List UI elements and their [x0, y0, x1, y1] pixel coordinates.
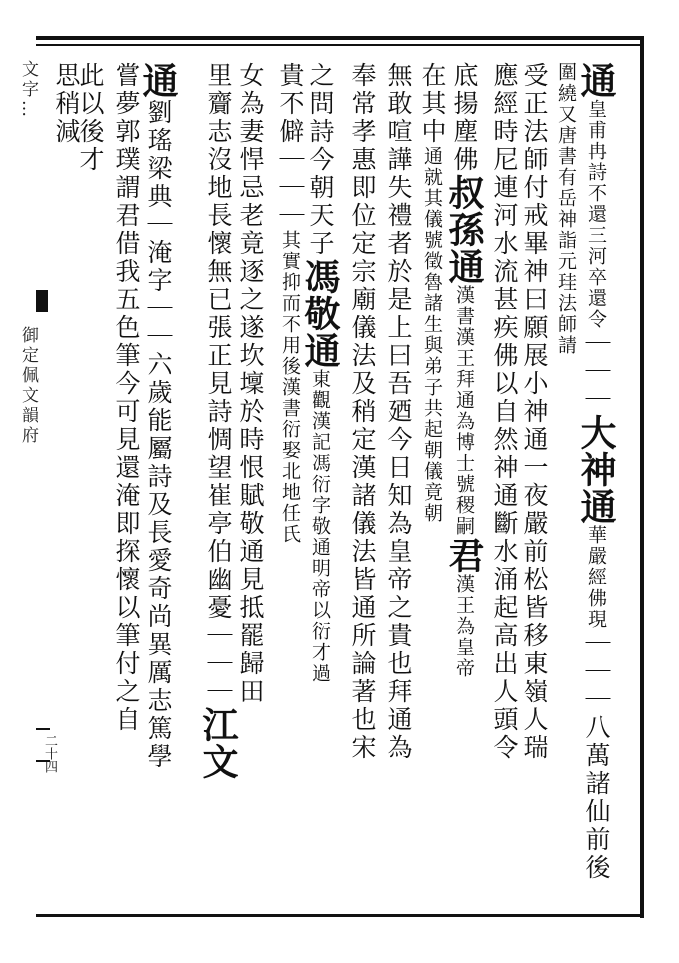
body-text: 應經時尼連河水流甚疾佛以自然神通斷水涌起高出人頭令 — [490, 62, 519, 762]
text-column — [276, 62, 304, 545]
body-text: 奉常孝惠即位定宗廟儀法及稍定漢諸儀法皆通所論著也宋 — [348, 62, 377, 762]
text-column — [348, 62, 376, 762]
body-text: 受正法師付戒畢神曰願展小神通一夜嚴前松皆移東嶺人瑞 — [520, 62, 549, 762]
bottom-border — [36, 914, 642, 917]
body-text: 在其中 — [418, 62, 447, 146]
body-text: 底揚塵佛 — [450, 62, 479, 174]
text-column — [575, 62, 617, 882]
body-text: 劉瑤梁典｜淹字｜｜六歲能屬詩及長愛奇尚異厲志篤學 — [144, 99, 173, 771]
headword: 君 — [443, 537, 485, 574]
margin-folio: 二十四 — [42, 734, 57, 773]
annotation-text: 漢書漢王拜通為博士號稷嗣 — [453, 285, 475, 537]
annotation-text: 通就其儀號徵魯諸生與弟子共起朝儀竟朝 — [421, 146, 443, 524]
folio-divider — [36, 728, 50, 730]
headword: 馮敬通 — [299, 258, 341, 369]
text-column — [112, 62, 140, 734]
annotation-text: 其實抑而不用後漢書衍娶北地任氏 — [279, 230, 301, 545]
margin-book-title: 御定佩文韻府 — [18, 326, 38, 446]
top-border-inner — [36, 44, 642, 46]
annotation-text: 華嚴經佛現 — [585, 525, 607, 630]
headword: 叔孫通 — [443, 174, 485, 285]
text-column — [384, 62, 412, 762]
body-text: 此以後才 — [76, 62, 105, 174]
headword: 通 — [575, 62, 617, 99]
text-column — [418, 62, 446, 524]
headword: 通 — [137, 62, 179, 99]
text-column — [299, 62, 341, 684]
text-column — [52, 62, 80, 146]
fish-tail-block — [36, 290, 48, 312]
text-column — [520, 62, 548, 762]
body-text: 貴不僻｜｜｜ — [276, 62, 305, 230]
body-text: 思稍減 — [52, 62, 81, 146]
text-column — [137, 62, 179, 771]
text-column — [552, 62, 580, 356]
body-text: ｜｜｜ — [582, 330, 611, 414]
headword: 江文 — [197, 706, 239, 780]
annotation-text: 東觀漢記馮衍字敬通明帝以衍才過 — [309, 369, 331, 684]
right-border — [640, 36, 644, 918]
annotation-text: 圍繞又唐書有岳神詣元珪法師請 — [555, 62, 577, 356]
text-column — [490, 62, 518, 762]
margin-top-text: 文字… — [18, 60, 38, 120]
text-column — [197, 62, 239, 780]
top-border — [36, 36, 642, 40]
body-text: 嘗夢郭璞謂君借我五色筆今可見還淹即探懷以筆付之自 — [112, 62, 141, 734]
body-text: 女為妻悍忌老竟逐之遂坎壈於時恨賦敬通見抵罷歸田 — [236, 62, 265, 706]
text-column — [236, 62, 264, 706]
annotation-text: 皇甫冉詩不還三 — [585, 99, 607, 246]
text-column — [443, 62, 485, 679]
annotation-text: 河卒還令 — [585, 246, 607, 330]
body-text: 無敢喧譁失禮者於是上曰吾廼今日知為皇帝之貴也拜通為 — [384, 62, 413, 762]
body-text: 之問詩今朝天子 — [306, 62, 335, 258]
annotation-text: 漢王為皇帝 — [453, 574, 475, 679]
body-text: ｜｜｜八萬諸仙前後 — [582, 630, 611, 882]
headword: 大神通 — [575, 414, 617, 525]
body-text: 里齎志沒地長懷無已張正見詩惆望崔亭伯幽憂｜｜｜ — [204, 62, 233, 706]
